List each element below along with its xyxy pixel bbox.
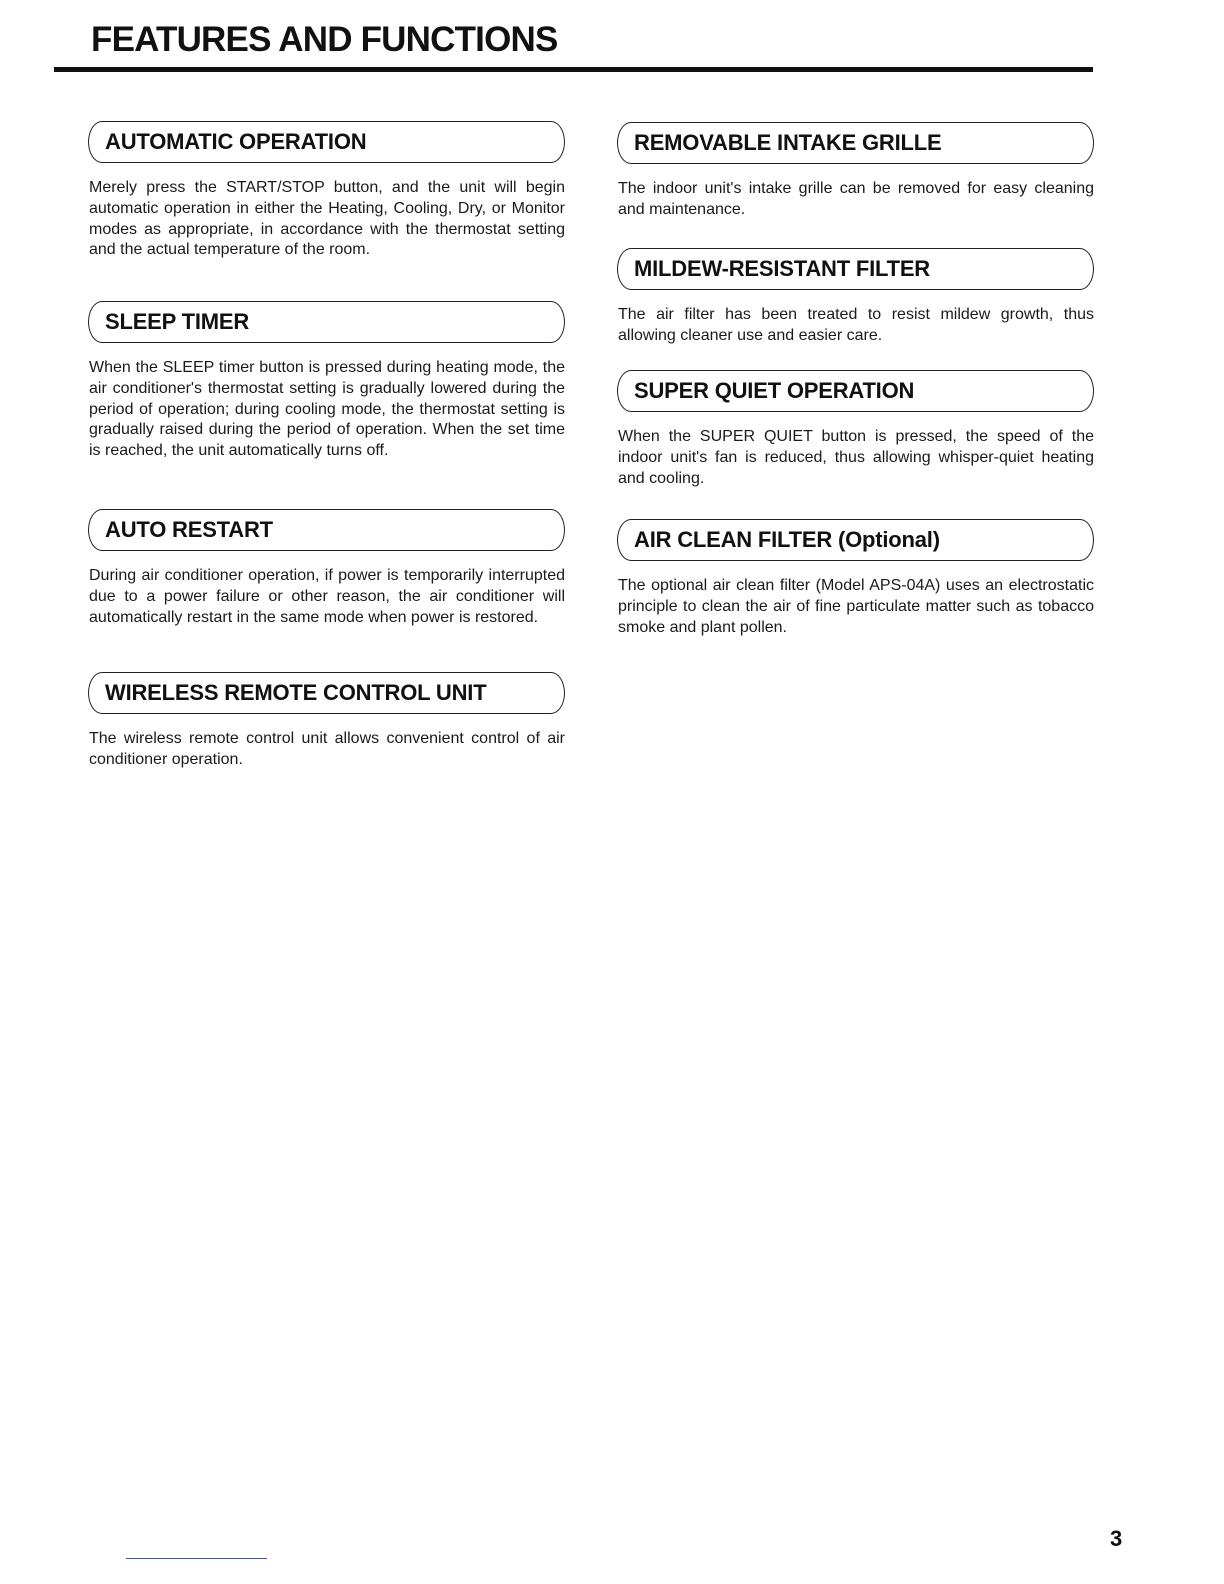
section-heading: AIR CLEAN FILTER (Optional) — [617, 519, 1094, 561]
section-heading: AUTOMATIC OPERATION — [88, 121, 565, 163]
page-title: FEATURES AND FUNCTIONS — [91, 20, 558, 59]
title-rule — [54, 67, 1093, 72]
section-heading: REMOVABLE INTAKE GRILLE — [617, 122, 1094, 164]
section-text: The air filter has been treated to resist mildew growth, thus allowing cleaner use and easier care. — [618, 306, 1094, 344]
section-mildew-resistant-filter — [617, 248, 1094, 347]
section-air-clean-filter — [617, 519, 1094, 638]
section-super-quiet-operation — [617, 370, 1094, 489]
section-text: During air conditioner operation, if power is temporarily interrupted due to a power failure or other reason, the air conditioner will automatically restart in the same mode when power is restored. — [89, 567, 565, 626]
section-heading: SLEEP TIMER — [88, 301, 565, 343]
section-wireless-remote-control-unit — [88, 672, 565, 771]
section-text: Merely press the START/STOP button, and the unit will begin automatic operation in either the Heating, Cooling, Dry, or Monitor modes as appropriate, in accordance with the thermostat setting and the actual temperature of the room. — [89, 179, 565, 259]
section-heading: AUTO RESTART — [88, 509, 565, 551]
section-text: The wireless remote control unit allows convenient control of air conditioner operation. — [89, 730, 565, 768]
section-auto-restart — [88, 509, 565, 628]
section-text: The indoor unit's intake grille can be removed for easy cleaning and maintenance. — [618, 180, 1094, 218]
section-removable-intake-grille — [617, 122, 1094, 221]
footer-line — [126, 1558, 267, 1559]
page-number: 3 — [1110, 1526, 1123, 1551]
section-heading: SUPER QUIET OPERATION — [617, 370, 1094, 412]
section-text: When the SUPER QUIET button is pressed, the speed of the indoor unit's fan is reduced, thus allowing whisper-quiet heating and cooling. — [618, 428, 1094, 487]
section-text: The optional air clean filter (Model APS-04A) uses an electrostatic principle to clean the air of fine particulate matter such as tobacco smoke and plant pollen. — [618, 577, 1094, 636]
section-heading: MILDEW-RESISTANT FILTER — [617, 248, 1094, 290]
section-sleep-timer — [88, 301, 565, 462]
section-heading: WIRELESS REMOTE CONTROL UNIT — [88, 672, 565, 714]
section-text: When the SLEEP timer button is pressed during heating mode, the air conditioner's thermostat setting is gradually lowered during the period of operation; during cooling mode, the thermostat setting is gradually raised during the period of operation. When the set time is reached, the unit automatically turns off. — [89, 359, 565, 460]
section-automatic-operation — [88, 121, 565, 261]
